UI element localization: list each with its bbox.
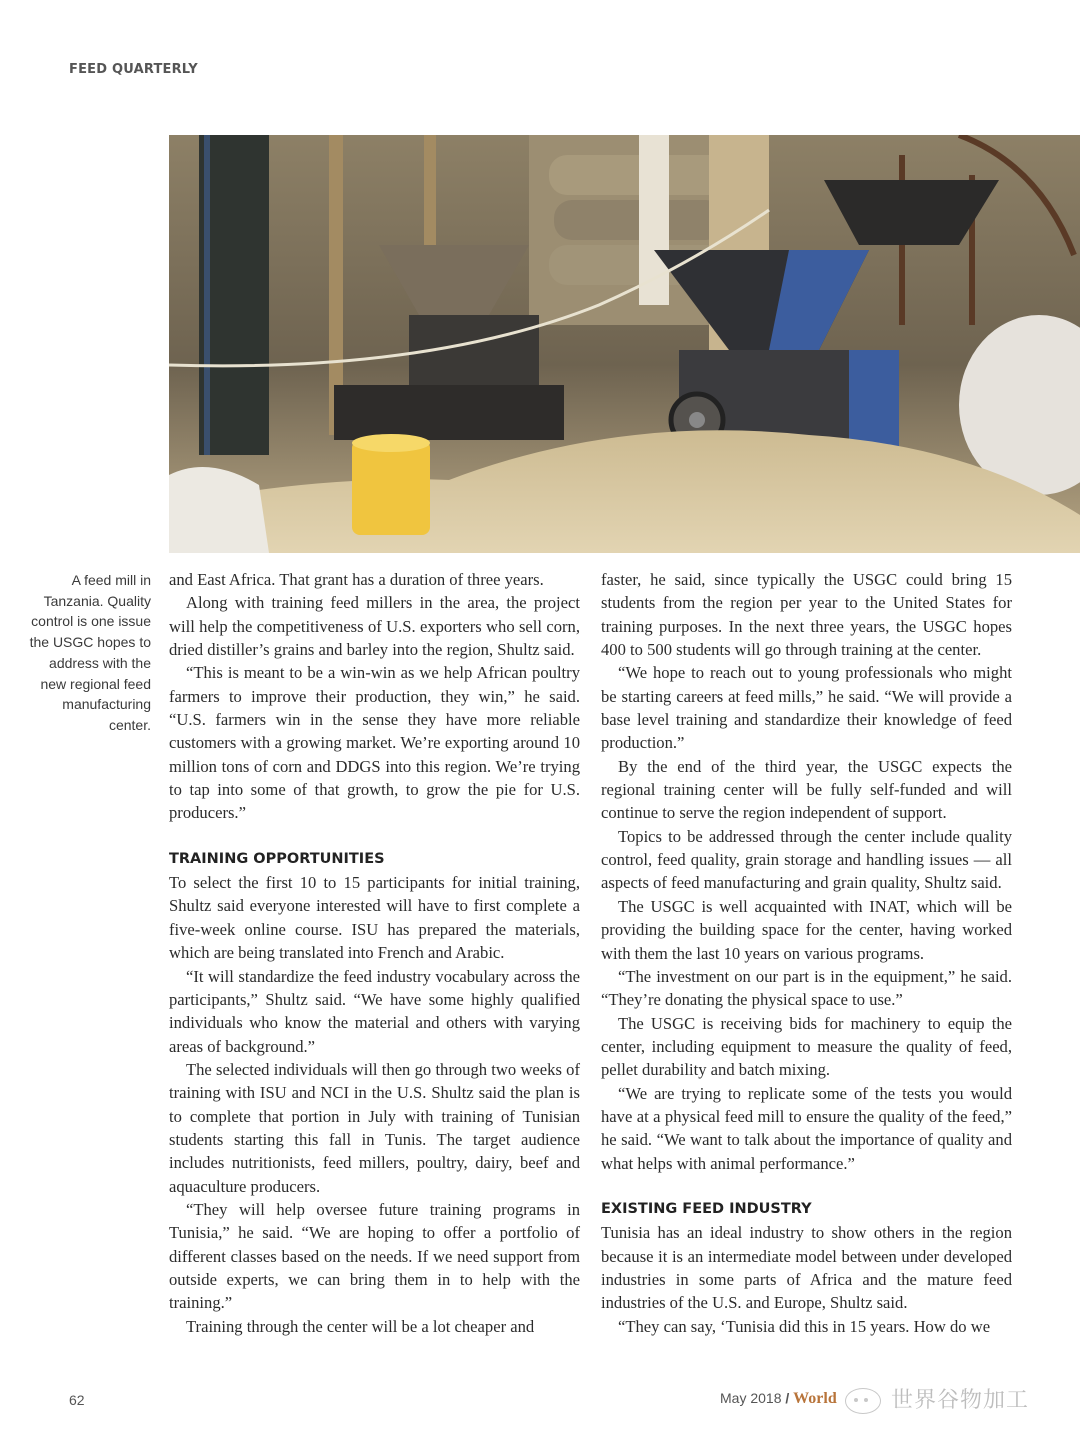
page-number: 62 bbox=[69, 1392, 85, 1408]
paragraph: faster, he said, since typically the USGC could bring 15 students from the region per year to the United States for training purposes. In the next three years, the USGC hopes 400 to 500 students will go through training at the center. bbox=[601, 570, 1012, 660]
section-heading: EXISTING FEED INDUSTRY bbox=[601, 1200, 812, 1217]
paragraph: By the end of the third year, the USGC expects the regional training center will be fully self-funded and will continue to serve the region independent of support. bbox=[601, 756, 1012, 823]
paragraph: “This is meant to be a win-win as we help African poultry farmers to improve their production, they win,” he said. “U.S. farmers win in the sense they have more reliable customers with a growing market. We’re exporting around 10 million tons of corn and DDGS into this region. We’re trying to tap into some of that growth, to grow the pie for U.S. producers.” bbox=[169, 663, 580, 823]
feed-mill-photo bbox=[169, 135, 1080, 553]
running-head: FEED QUARTERLY bbox=[69, 62, 198, 77]
issue-date: May 2018 bbox=[720, 1390, 782, 1406]
paragraph: The USGC is well acquainted with INAT, which will be providing the building space for the center, having worked with them the last 10 years on various programs. bbox=[601, 896, 1012, 963]
paragraph: and East Africa. That grant has a duration of three years. bbox=[169, 570, 544, 589]
footer-issue bbox=[720, 1390, 837, 1408]
photo-illustration bbox=[169, 135, 1080, 553]
wechat-icon bbox=[845, 1388, 881, 1414]
photo-caption: A feed mill in Tanzania. Quality control is one issue the USGC hopes to address with the new regional feed manufacturing center. bbox=[29, 572, 151, 733]
paragraph: “We are trying to replicate some of the tests you would have at a physical feed mill to ensure the quality of the feed,” he said. “We want to talk about the importance of quality and what helps with animal performance.” bbox=[601, 1083, 1012, 1173]
wechat-watermark bbox=[845, 1383, 1029, 1414]
paragraph: Along with training feed millers in the area, the project will help the competitiveness of U.S. exporters who sell corn, dried distiller’s grains and barley into the region, Shultz said. bbox=[169, 593, 580, 660]
paragraph: “They can say, ‘Tunisia did this in 15 years. How do we bbox=[618, 1316, 991, 1336]
paragraph: “It will standardize the feed industry vocabulary across the participants,” Shultz said. “We have some highly qualified individuals who know the material and others with varying areas of background.” bbox=[169, 966, 580, 1056]
paragraph: The USGC is receiving bids for machinery to equip the center, including equipment to measure the quality of feed, pellet durability and batch mixing. bbox=[601, 1013, 1012, 1080]
paragraph: To select the first 10 to 15 participants for initial training, Shultz said everyone interested will have to first complete a five-week online course. ISU has prepared the materials, which are being translated into French and Arabic. bbox=[169, 873, 580, 963]
section-heading: TRAINING OPPORTUNITIES bbox=[169, 850, 385, 867]
paragraph: Topics to be addressed through the center include quality control, feed quality, grain storage and handling issues — all aspects of feed manufacturing and grain quality, Shultz said. bbox=[601, 826, 1012, 893]
article-column-right bbox=[601, 568, 1012, 1338]
paragraph: “They will help oversee future training programs in Tunisia,” he said. “We are hoping to offer a portfolio of different classes based on the needs. If we need support from outside experts, we can bring them in to help with the training.” bbox=[169, 1199, 580, 1313]
paragraph: Training through the center will be a lot cheaper and bbox=[186, 1316, 535, 1336]
magazine-brand: World bbox=[793, 1390, 837, 1407]
paragraph: The selected individuals will then go through two weeks of training with ISU and NCI in the U.S. Shultz said the plan is to complete that portion in July with training of Tunisian students starting this fall in Tunis. The target audience includes nutritionists, feed millers, poultry, dairy, beef and aquaculture producers. bbox=[169, 1059, 580, 1196]
watermark-text: 世界谷物加工 bbox=[891, 1388, 1030, 1413]
paragraph: “The investment on our part is in the equipment,” he said. “They’re donating the physical space to use.” bbox=[601, 966, 1012, 1010]
paragraph: “We hope to reach out to young professionals who might be starting careers at feed mills,” he said. “We will provide a base level training and standardize their knowledge of feed production.” bbox=[601, 663, 1012, 753]
paragraph: Tunisia has an ideal industry to show others in the region because it is an intermediate model between under developed industries in some parts of Africa and the mature feed industries of the U.S. and Europe, Shultz said. bbox=[601, 1223, 1012, 1313]
footer-separator: / bbox=[785, 1390, 790, 1406]
article-column-left bbox=[169, 568, 580, 1338]
